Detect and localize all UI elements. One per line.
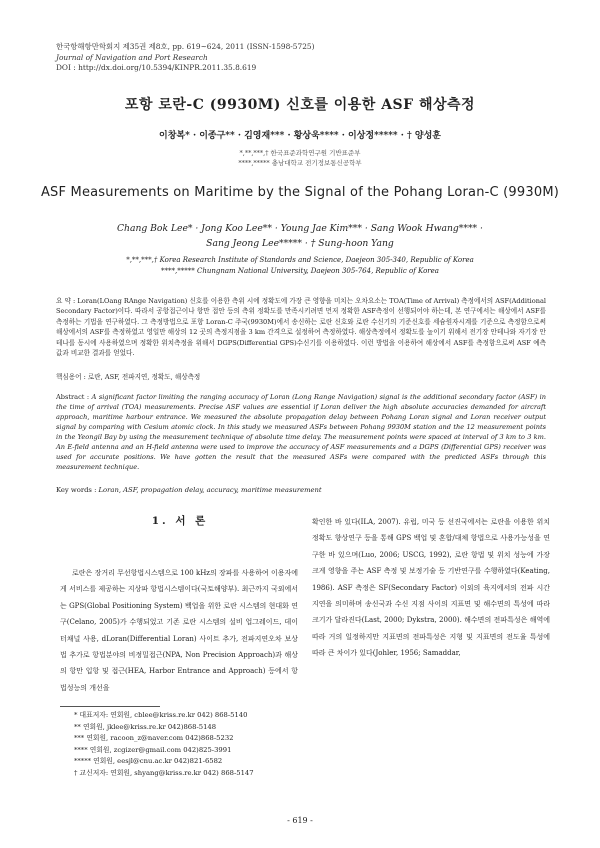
- keywords-en-text: Loran, ASF, propagation delay, accuracy, maritime measurement: [98, 486, 322, 494]
- abstract-kr-label: 요 약 :: [56, 297, 78, 305]
- keywords-en: [56, 486, 546, 494]
- footnote-divider: [60, 706, 160, 707]
- abstract-en: [56, 392, 546, 472]
- section-title: 1. 서 론: [151, 515, 209, 527]
- body-right-column: 확인한 바 있다(ILA, 2007). 유럽, 미국 등 선진국에서는 로란을 이용한 위치 정확도 향상연구 등을 통해 GPS 백업 및 혼합/대체 항법으로 사용가능성을 연구한 바 있으며(Luo, 2006; USCG, 1992), 로란 항법 및 위치 성능에 가장 크게 영향을 주는 ASF 측정 및 보정기술 등 기반연구를 수행하였다(Keating, 1986). ASF 측정은 SF(Secondary Factor) 이외의 육지에서의 전파 시간 지연을 의미하며 송신국과 수신 지점 사이의 지표면 및 해수면의 특성에 따라 크기가 달라진다(Last, 2000; Dykstra, 2000). 해수면의 전파특성은 해역에 따라 거의 일정하지만 지표면의 전파특성은 지형 및 지표면의 전도율 특성에 따라 큰 차이가 있다(Johler, 1956; Samaddar,: [312, 518, 550, 658]
- footnote: **** 연회원, zcgizer@gmail.com 042)825-3991: [74, 745, 232, 754]
- affiliations-en: [0, 255, 600, 276]
- authors-kr: 이창복* · 이종구** · 김영재*** · 황상욱**** · 이상정***** · † 양성훈: [159, 131, 441, 141]
- footnote: † 교신저자: 연회원, shyang@kriss.re.kr 042) 868-5147: [74, 768, 254, 777]
- abstract-en-text: A significant factor limiting the ranging accuracy of Loran (Long Range Navigation) signal is the additional secondary factor (ASF) in the time of arrival (TOA) measurements. Precise ASF values are essential if Loran deliver the high absolute accuracies demanded for aircraft approach, maritime harbour entrance. We measured the absolute propagation delay between Pohang Loran signal and Loran receiver output signal by comparing with Cesium atomic clock. In this study we measured ASFs between Pohang 9930M station and the 12 measurement points in the Yeongil Bay by using the measurement technique of absolute time delay. The measurement points were spaced at interval of 3 km to 3 km. An E-field antenna and an H-field antenna were used to improve the accuracy of ASF measurements and a DGPS (Differential GPS) receiver was used for accurate positions. We have gotten the result that the measured ASFs were compared with the predicted ASFs through this measurement technique.: [56, 393, 546, 471]
- doi: DOI : http://dx.doi.org/10.5394/KINPR.2011.35.8.619: [56, 63, 257, 72]
- page-number: - 619 -: [287, 816, 313, 825]
- footnotes: [74, 710, 254, 780]
- journal-en: Journal of Navigation and Port Research: [56, 52, 208, 62]
- affiliations-kr: [0, 148, 600, 168]
- keywords-en-label: Key words :: [56, 486, 99, 494]
- footnote: ** 연회원, jklee@kriss.re.kr 042)868-5148: [74, 722, 217, 731]
- abstract-kr-text: Loran(LOang RAnge Navigation) 신호를 이용한 측위 시에 정확도에 가장 큰 영향을 미치는 오차요소는 TOA(Time of Arrival) 측정에서의 ASF(Additional Secondary Factor)이다. 따라서 공항접근이나 항만 접안 등의 측위 정확도를 만족시키려면 먼저 정확한 ASF측정이 선행되어야 하는데, 본 연구에서는 해상에서 ASF를 측정하는 기법을 연구하였다. 그 측정방법으로 포항 Loran-C 주국(9930M)에서 송신하는 로란 신호와 로란 수신기의 기준신호를 세슘원자시계를 기준으로 측정함으로써 해상에서의 ASF를 측정하였고 영일만 해상의 12 곳의 측정지점을 3 km 간격으로 설정하여 측정하였다. 해상측정에서 정확도를 높이기 위해서 전기장 안테나와 자기장 안테나를 동시에 사용하였으며 정확한 위치측정을 위해서 DGPS(Differential GPS)수신기를 이용하였다. 이런 방법을 이용하여 해상에서 ASF를 측정함으로써 ASF 예측값과 비교한 결과를 얻었다.: [56, 297, 546, 358]
- body-left-column: 로란은 장거리 무선항법시스템으로 100 kHz의 장파를 사용하여 이용자에게 서비스를 제공하는 지상파 항법시스템이다(국토해양부). 최근까지 국외에서는 GPS(Global Positioning System) 백업을 위한 로란 시스템의 현대화 연구(Celano, 2005)가 수행되었고 기존 로란 시스템의 설비 업그레이드, 데이터채널 사용, dLoran(Differential Loran) 사이트 추가, 전파지연오차 보상법 추가로 항법분야의 비정밀접근(NPA, Non Precision Approach)과 해상의 항만 입항 및 접근(HEA, Harbor Entrance and Approach) 등에서 항법성능의 개선을: [60, 569, 298, 692]
- keywords-kr: [56, 371, 546, 381]
- title-en: ASF Measurements on Maritime by the Signal of the Pohang Loran-C (9930M): [40, 185, 560, 200]
- keywords-kr-label: 핵심용어 :: [56, 373, 88, 381]
- title-kr: 포항 로란-C (9930M) 신호를 이용한 ASF 해상측정: [124, 97, 476, 113]
- journal-kr: 한국항해항만학회지 제35권 제8호, pp. 619~624, 2011 (ISSN-1598-5725): [56, 42, 315, 51]
- footnote: * 대표저자: 연회원, cblee@kriss.re.kr 042) 868-5140: [74, 711, 248, 719]
- journal-header: [56, 42, 456, 74]
- affiliation-kr-1: *,**,***,† 한국표준과학연구원 기반표준부: [239, 149, 361, 157]
- abstract-en-label: Abstract :: [56, 393, 92, 401]
- abstract-kr: [56, 296, 546, 358]
- footnote: *** 연회원, racoon_z@naver.com 042)868-5232: [74, 734, 234, 743]
- affiliation-kr-2: ****,***** 충남대학교 전기정보통신공학부: [238, 159, 362, 167]
- footnote: ***** 연회원, eesjl@cnu.ac.kr 042)821-6582: [74, 757, 223, 766]
- authors-en-line-2: Sang Jeong Lee***** · † Sung-hoon Yang: [206, 238, 394, 249]
- authors-en: [0, 221, 600, 251]
- keywords-kr-text: 로란, ASF, 전파지연, 정확도, 해상측정: [87, 373, 201, 381]
- affiliation-en-1: *,**,***,† Korea Research Institute of Standards and Science, Daejeon 305-340, Republic of Korea: [126, 256, 474, 264]
- authors-en-line-1: Chang Bok Lee* · Jong Koo Lee** · Young Jae Kim*** · Sang Wook Hwang**** ·: [117, 223, 483, 234]
- affiliation-en-2: ****,***** Chungnam National University, Daejeon 305-764, Republic of Korea: [161, 266, 439, 275]
